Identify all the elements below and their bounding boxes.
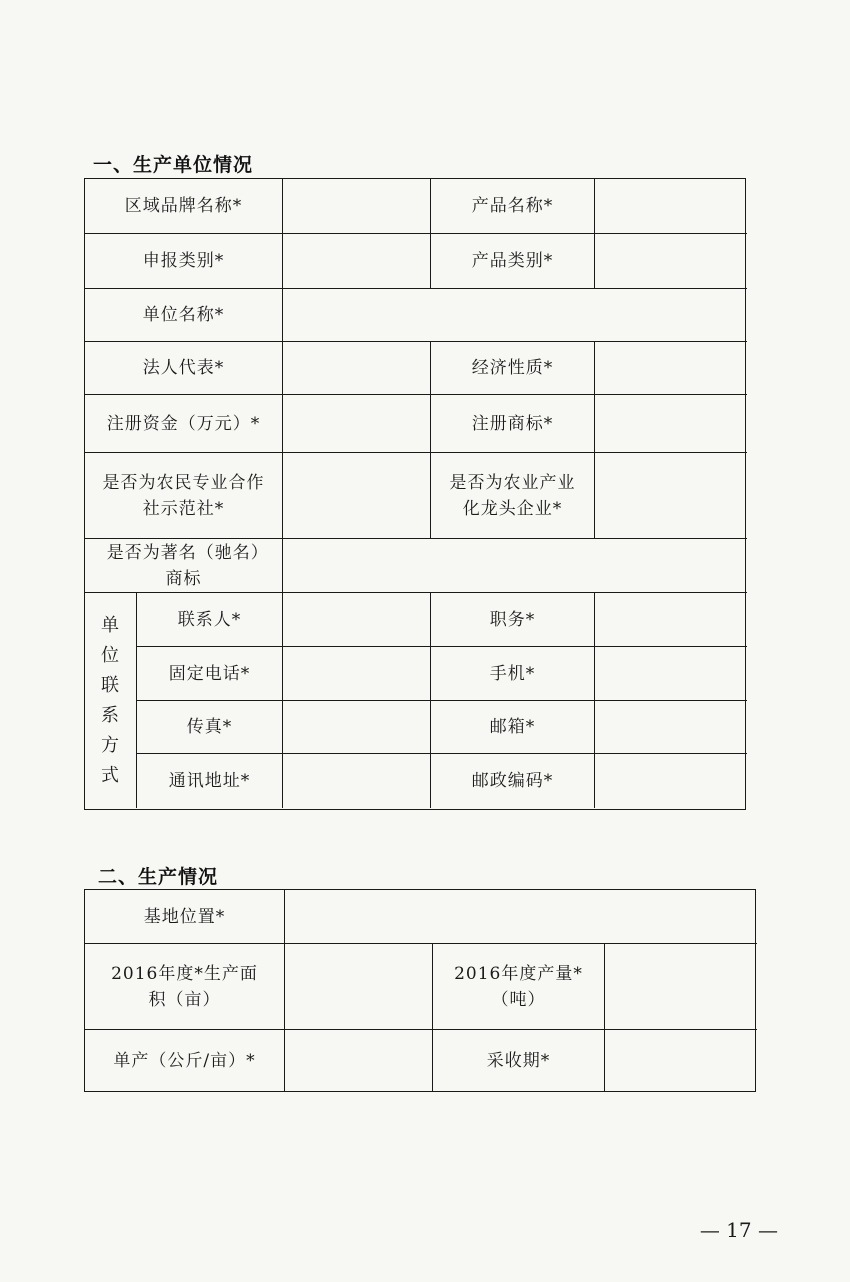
postcode-label: 邮政编码* [431,754,595,808]
harvest-field[interactable] [605,1030,757,1091]
page-number: — 17 — [699,1218,778,1242]
unit-yield-label: 单产（公斤/亩）* [85,1030,285,1091]
famous-trademark-label: 是否为著名（驰名）商标 [85,539,283,593]
output-field[interactable] [605,944,757,1030]
economic-nature-field[interactable] [595,342,747,395]
unit-yield-field[interactable] [285,1030,433,1091]
address-field[interactable] [283,754,431,808]
agri-leader-label: 是否为农业产业化龙头企业* [431,453,595,539]
product-name-field[interactable] [595,179,747,234]
mobile-label: 手机* [431,647,595,701]
production-table [84,889,756,1092]
coop-demo-field[interactable] [283,453,431,539]
product-category-field[interactable] [595,234,747,289]
production-unit-table [84,178,746,810]
unit-name-field[interactable] [283,289,747,342]
report-category-label: 申报类别* [85,234,283,289]
contact-person-field[interactable] [283,593,431,647]
report-category-field[interactable] [283,234,431,289]
fax-field[interactable] [283,701,431,754]
registered-capital-field[interactable] [283,395,431,453]
registered-trademark-field[interactable] [595,395,747,453]
email-field[interactable] [595,701,747,754]
section2-title: 二、生产情况 [98,866,219,888]
address-label: 通讯地址* [137,754,283,808]
brand-name-field[interactable] [283,179,431,234]
registered-trademark-label: 注册商标* [431,395,595,453]
brand-name-label: 区域品牌名称* [85,179,283,234]
landline-field[interactable] [283,647,431,701]
product-name-label: 产品名称* [431,179,595,234]
area-label: 2016年度*生产面积（亩） [85,944,285,1030]
section1-title: 一、生产单位情况 [93,154,254,176]
output-label: 2016年度产量*（吨） [433,944,605,1030]
contact-person-label: 联系人* [137,593,283,647]
registered-capital-label: 注册资金（万元）* [85,395,283,453]
product-category-label: 产品类别* [431,234,595,289]
agri-leader-field[interactable] [595,453,747,539]
contact-group-label: 单位联系方式 [85,593,137,808]
unit-name-label: 单位名称* [85,289,283,342]
position-label: 职务* [431,593,595,647]
position-field[interactable] [595,593,747,647]
base-location-label: 基地位置* [85,890,285,944]
harvest-label: 采收期* [433,1030,605,1091]
area-field[interactable] [285,944,433,1030]
coop-demo-label: 是否为农民专业合作社示范社* [85,453,283,539]
postcode-field[interactable] [595,754,747,808]
base-location-field[interactable] [285,890,757,944]
mobile-field[interactable] [595,647,747,701]
landline-label: 固定电话* [137,647,283,701]
famous-trademark-field[interactable] [283,539,747,593]
fax-label: 传真* [137,701,283,754]
legal-rep-label: 法人代表* [85,342,283,395]
email-label: 邮箱* [431,701,595,754]
legal-rep-field[interactable] [283,342,431,395]
economic-nature-label: 经济性质* [431,342,595,395]
